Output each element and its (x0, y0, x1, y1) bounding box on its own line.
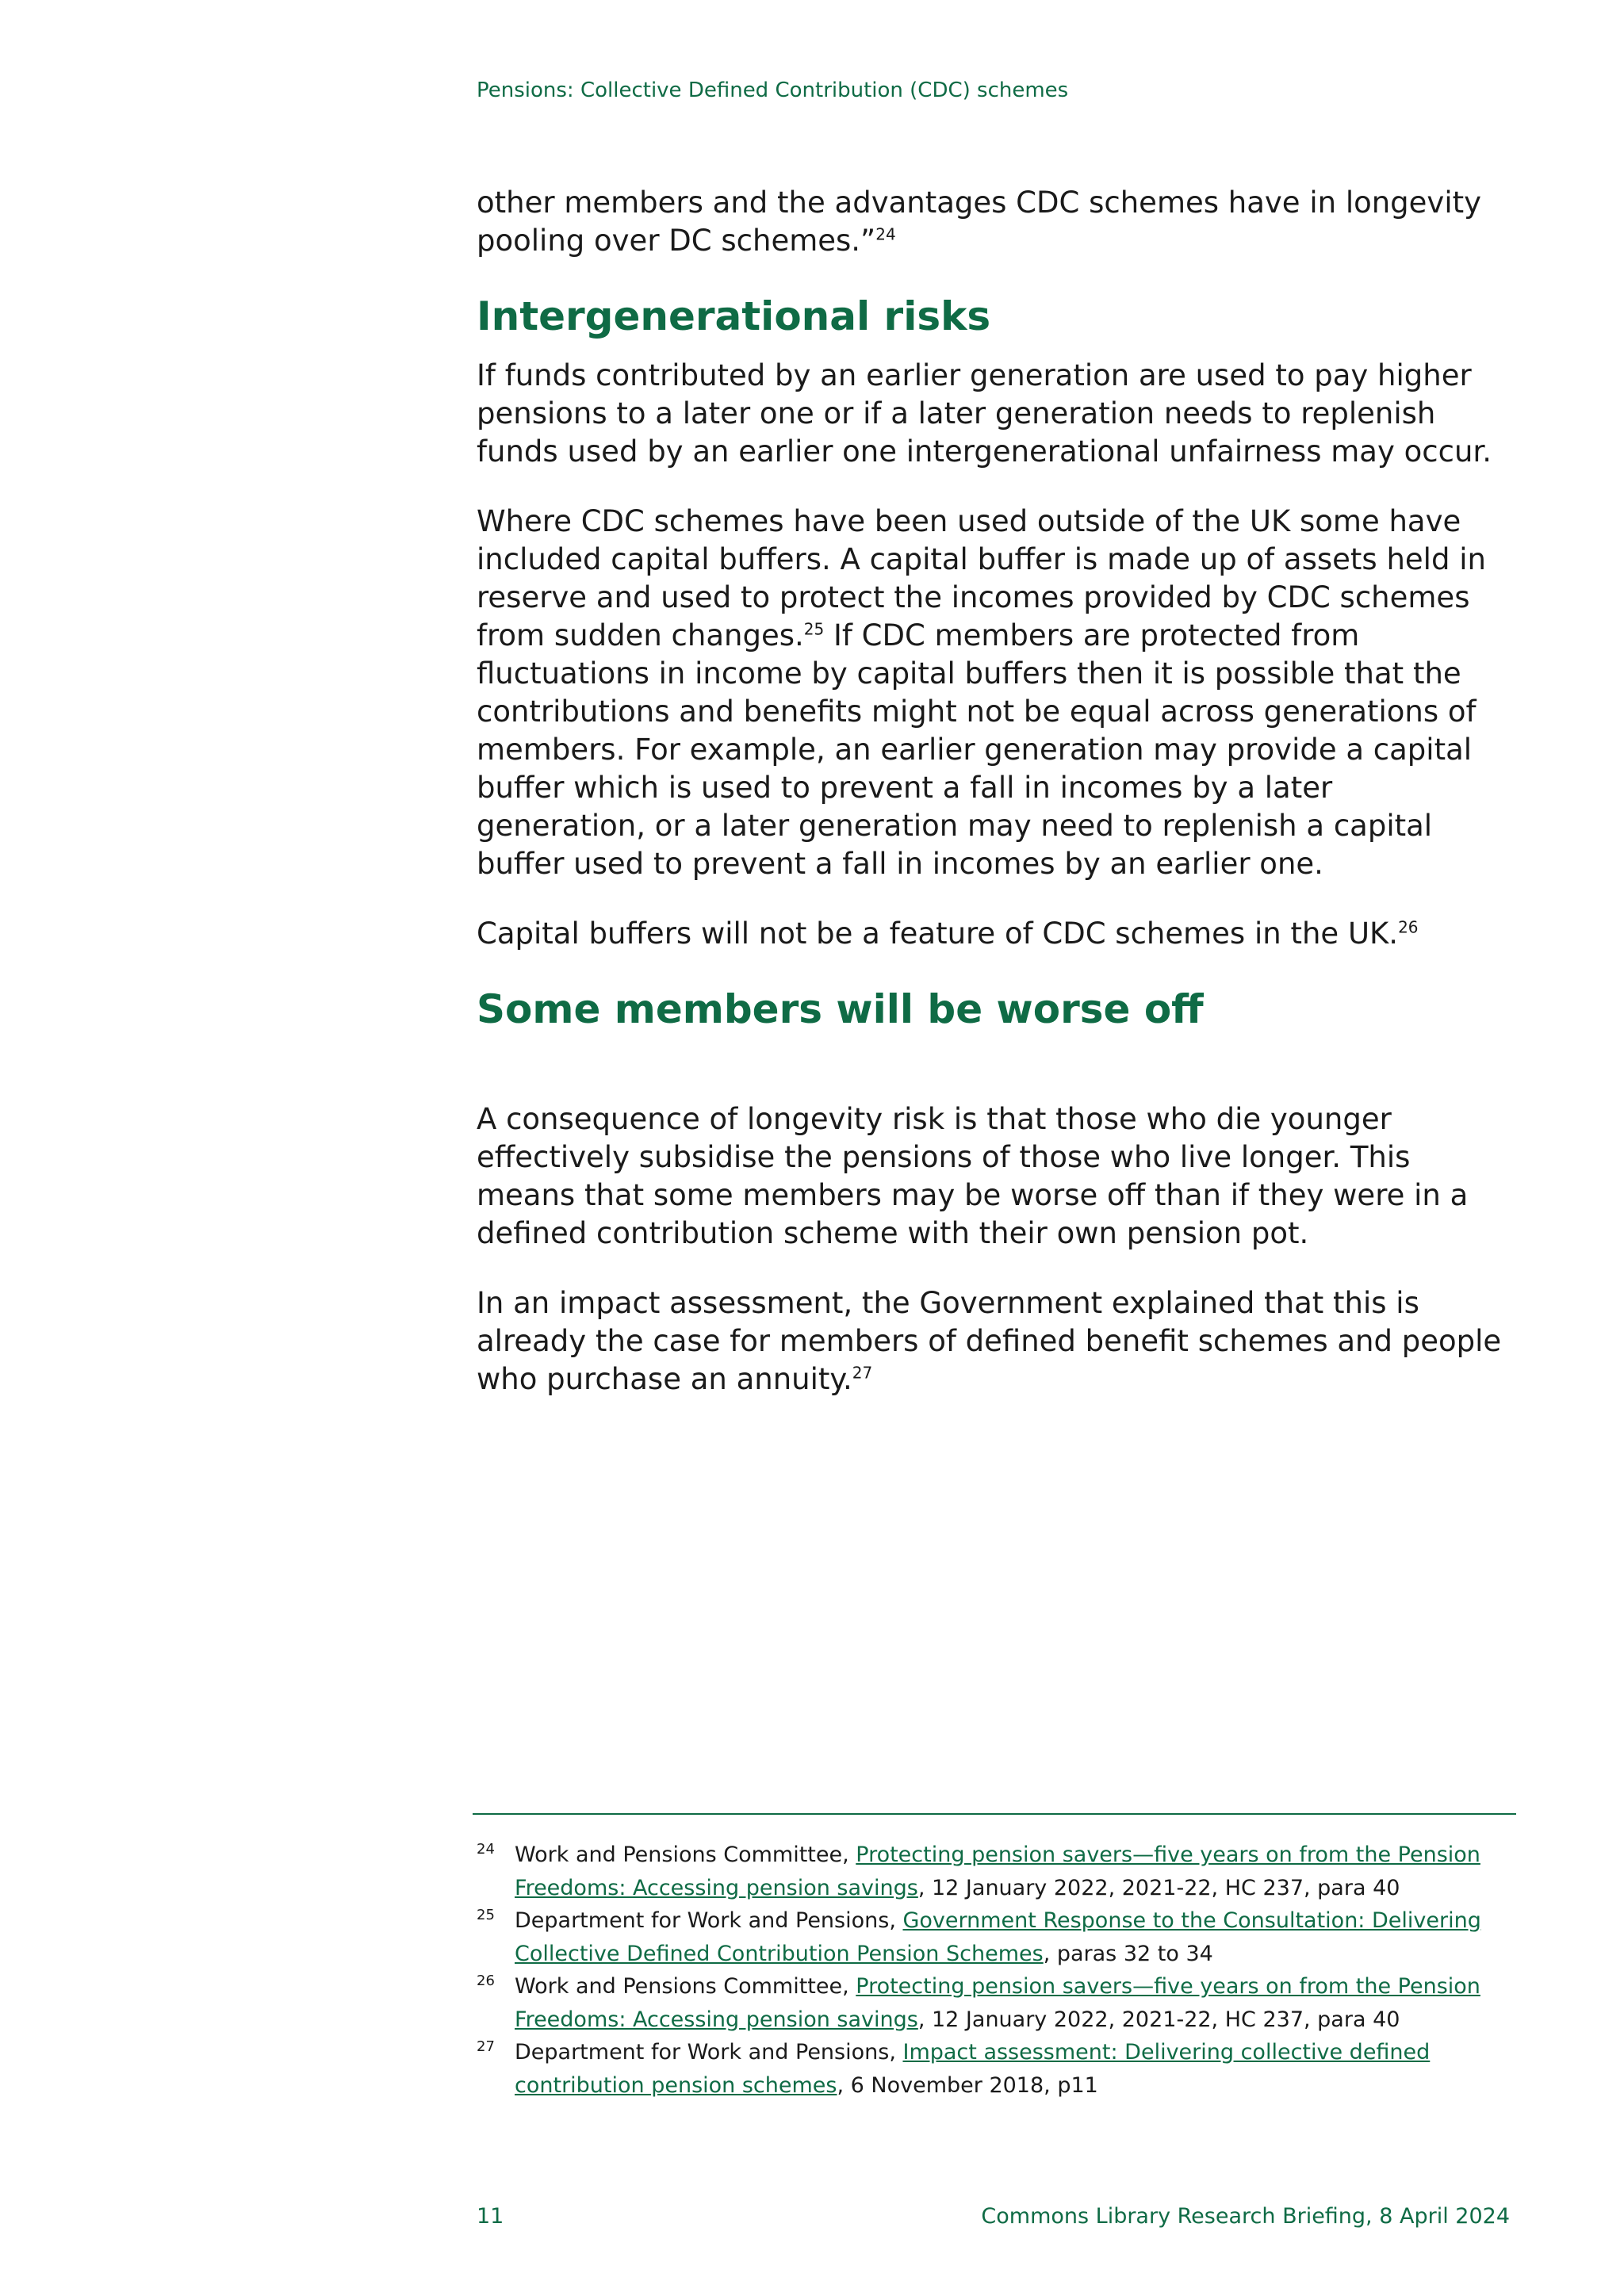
spacer (477, 1050, 1507, 1100)
footnote-number: 26 (477, 1973, 495, 1989)
paragraph-intergenerational-unfairness: If funds contributed by an earlier generation are used to pay higher pensions to a later one or if a later generation needs to replenish funds used by an earlier one intergenerational unfairness may occur. (477, 358, 1492, 469)
footnote-link[interactable]: Impact assessment: Delivering collective defined contribution pension schemes (515, 2040, 1431, 2098)
footnotes (473, 1813, 1516, 2102)
footnote-ref-27[interactable]: 27 (852, 1363, 873, 1383)
heading-some-members-worse-off: Some members will be worse off (477, 986, 1204, 1032)
paragraph-continuation: other members and the advantages CDC schemes have in longevity pooling over DC schemes.”$^{24}$ (477, 186, 1482, 258)
footnote-link[interactable]: Protecting pension savers—five years on from the Pension Freedoms: Accessing pension savings (515, 1974, 1480, 2032)
page-footer (477, 2204, 1510, 2229)
footnote-25: 25 Department for Work and Pensions, Government Response to the Consultation: Delivering Collective Defined Contribution Pension Schemes, paras 32 to 34 (477, 1904, 1516, 1970)
footnote-number: 25 (477, 1907, 495, 1923)
paragraph-impact-assessment: In an impact assessment, the Government explained that this is already the case for members of defined benefit schemes and people who purchase an annuity.$^{27}$ (477, 1286, 1502, 1396)
footnote-26: 26 Work and Pensions Committee, Protecting pension savers—five years on from the Pension Freedoms: Accessing pension savings, 12 January 2022, 2021-22, HC 237, para 40 (477, 1970, 1516, 2036)
running-header: Pensions: Collective Defined Contribution (CDC) schemes (477, 78, 1069, 102)
footnote-27: 27 Department for Work and Pensions, Impact assessment: Delivering collective defined contribution pension schemes, 6 November 2018, p11 (477, 2036, 1516, 2102)
paragraph-longevity-risk: A consequence of longevity risk is that those who die younger effectively subsidise the pensions of those who live longer. This means that some members may be worse off than if they were in a defined contribution scheme with their own pension pot. (477, 1102, 1469, 1250)
footer-source: Commons Library Research Briefing, 8 April 2024 (981, 2204, 1510, 2229)
paragraph-uk-capital-buffers: Capital buffers will not be a feature of CDC schemes in the UK.$^{26}$ (477, 916, 1419, 951)
paragraph-capital-buffers: Where CDC schemes have been used outside of the UK some have included capital buffers. A capital buffer is made up of assets held in reserve and used to protect the incomes provided by CDC schemes from sudden changes.$^{25}$ If CDC members are protected from fluctuations in income by capital buffers then it is possible that the contributions and benefits might not be equal across generations of members. For example, an earlier generation may provide a capital buffer which is used to prevent a fall in incomes by a later generation, or a later generation may need to replenish a capital buffer used to prevent a fall in incomes by an earlier one. (477, 504, 1486, 881)
footnote-ref-24[interactable]: 24 (875, 224, 896, 244)
footnote-link[interactable]: Protecting pension savers—five years on from the Pension Freedoms: Accessing pension savings (515, 1843, 1480, 1900)
main-content (477, 184, 1507, 1430)
heading-intergenerational-risks: Intergenerational risks (477, 293, 991, 339)
footnote-ref-26[interactable]: 26 (1398, 917, 1419, 937)
footnote-number: 27 (477, 2038, 495, 2055)
footnote-divider (473, 1813, 1516, 1815)
page-number: 11 (477, 2204, 504, 2229)
footnote-ref-25[interactable]: 25 (803, 619, 825, 639)
footnote-link[interactable]: Government Response to the Consultation: Delivering Collective Defined Contribution Pension Schemes (515, 1908, 1481, 1966)
footnote-24: 24 Work and Pensions Committee, Protecting pension savers—five years on from the Pension Freedoms: Accessing pension savings, 12 January 2022, 2021-22, HC 237, para 40 (477, 1839, 1516, 1904)
footnote-number: 24 (477, 1841, 495, 1858)
